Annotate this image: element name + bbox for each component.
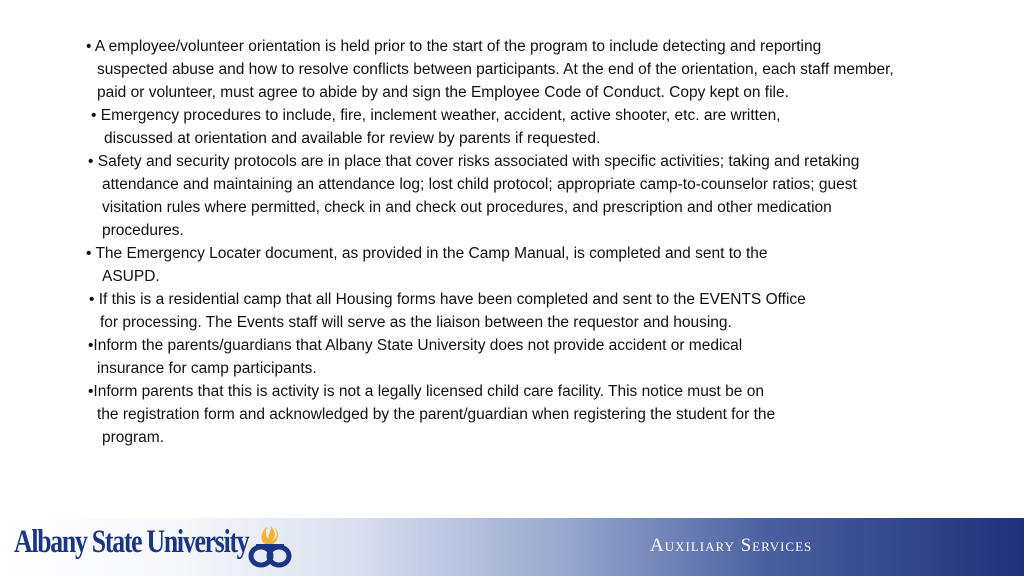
body-line: •Inform the parents/guardians that Albany State University does not provide accident or medical xyxy=(88,337,743,354)
body-line: • The Emergency Locater document, as provided in the Camp Manual, is completed and sent to the xyxy=(86,245,768,262)
body-line: •Inform parents that this is activity is not a legally licensed child care facility. This notice must be on xyxy=(88,383,764,400)
body-line: suspected abuse and how to resolve conflicts between participants. At the end of the orientation, each staff member, xyxy=(97,61,894,78)
body-line: for processing. The Events staff will serve as the liaison between the requestor and housing. xyxy=(100,314,732,331)
body-line: insurance for camp participants. xyxy=(97,360,317,377)
body-line: • Safety and security protocols are in place that cover risks associated with specific activities; taking and retaking xyxy=(88,153,860,170)
body-line: paid or volunteer, must agree to abide by and sign the Employee Code of Conduct. Copy kept on file. xyxy=(97,84,789,101)
body-line: ASUPD. xyxy=(102,268,160,285)
body-line: • Emergency procedures to include, fire, inclement weather, accident, active shooter, etc. are written, xyxy=(91,107,781,124)
logo-wordmark: Albany State University xyxy=(14,524,249,560)
body-line: visitation rules where permitted, check in and check out procedures, and prescription and other medication xyxy=(102,199,832,216)
body-line: discussed at orientation and available for review by parents if requested. xyxy=(104,130,601,147)
footer-banner xyxy=(0,518,1024,576)
department-title: Auxiliary Services xyxy=(650,535,813,556)
body-line: • A employee/volunteer orientation is held prior to the start of the program to include detecting and reporting xyxy=(86,38,822,55)
body-line: attendance and maintaining an attendance log; lost child protocol; appropriate camp-to-counselor ratios; guest xyxy=(102,176,857,193)
body-line: the registration form and acknowledged by the parent/guardian when registering the student for the xyxy=(97,406,776,423)
body-line: • If this is a residential camp that all Housing forms have been completed and sent to the EVENTS Office xyxy=(89,291,806,308)
body-line: program. xyxy=(102,429,165,446)
body-line: procedures. xyxy=(102,222,184,239)
ram-flame-icon xyxy=(244,522,296,572)
